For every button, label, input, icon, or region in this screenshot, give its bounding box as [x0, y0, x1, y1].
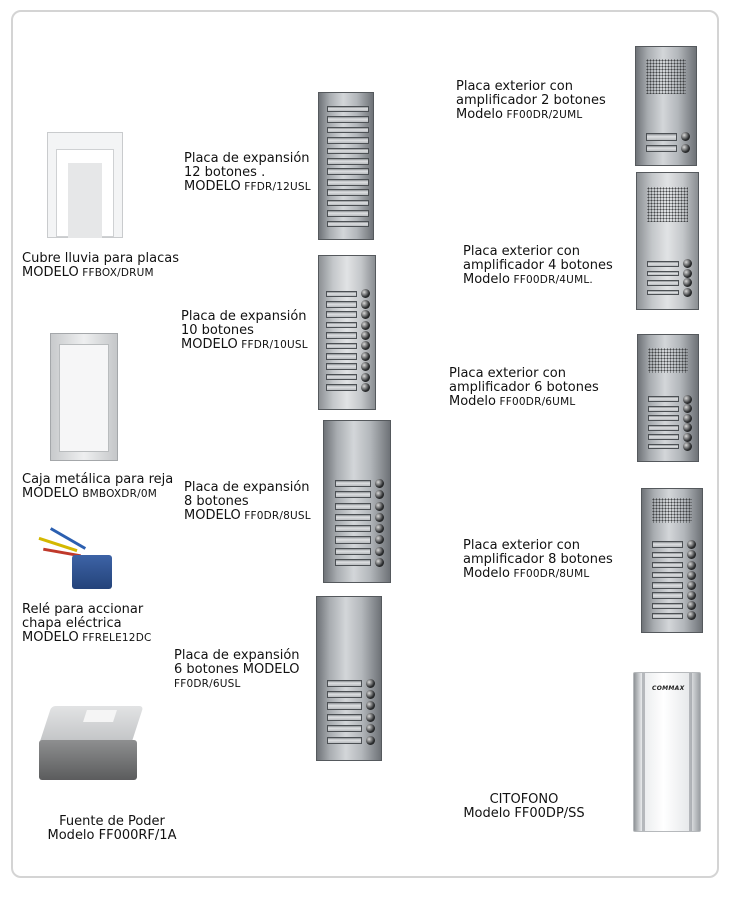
panel-button-row: [326, 362, 371, 371]
call-button: [366, 736, 375, 745]
caption-expansion-6: Placa de expansión 6 botones MODELO FF0DR/6USL: [174, 648, 300, 690]
call-button: [375, 502, 384, 511]
caption-outdoor-8: Placa exterior con amplificador 8 botones Modelo FF00DR/8UML: [463, 538, 613, 581]
name-label: [327, 168, 369, 175]
name-label: [335, 514, 371, 521]
name-label: [652, 582, 684, 588]
name-label: [335, 491, 371, 498]
panel-button-row: [652, 551, 698, 559]
panel-button-row: [648, 405, 694, 413]
panel-button-row: [327, 157, 369, 166]
call-button: [687, 581, 696, 590]
panel-button-row: [327, 188, 369, 197]
name-label: [326, 301, 357, 308]
call-button: [361, 362, 370, 371]
panel-button-row: [652, 602, 698, 610]
name-label: [326, 353, 357, 360]
caption-metal-box: Caja metálica para reja MODELO BMBOXDR/0M: [22, 472, 174, 501]
call-button: [683, 433, 692, 442]
call-button: [681, 132, 690, 141]
panel-button-row: [326, 300, 371, 309]
call-button: [681, 144, 690, 153]
call-button: [361, 310, 370, 319]
panel-button-row: [648, 443, 694, 451]
panel-button-row: [327, 178, 369, 187]
call-button: [687, 571, 696, 580]
call-button: [375, 513, 384, 522]
name-label: [327, 680, 362, 687]
panel-button-row: [652, 540, 698, 548]
panel-button-row: [335, 490, 385, 499]
name-label: [327, 137, 369, 144]
name-label: [327, 116, 369, 123]
panel-button-row: [647, 260, 693, 268]
panel-button-row: [648, 424, 694, 432]
brand-logo: COMMAX: [652, 685, 685, 692]
intercom-handset-image: [633, 672, 701, 832]
panel-button-row: [327, 136, 369, 145]
call-button: [683, 414, 692, 423]
panel-button-row: [647, 289, 693, 297]
panel-button-row: [326, 342, 371, 351]
name-label: [326, 343, 357, 350]
rain-cover-image: [47, 132, 123, 238]
name-label: [647, 290, 679, 296]
name-label: [652, 562, 684, 568]
speaker-grille: [646, 59, 687, 94]
outdoor-panel-2-image: [635, 46, 697, 166]
panel-button-row: [326, 352, 371, 361]
name-label: [327, 158, 369, 165]
call-button: [366, 724, 375, 733]
call-button: [375, 547, 384, 556]
call-button: [683, 259, 692, 268]
name-label: [326, 311, 357, 318]
call-button: [366, 690, 375, 699]
panel-button-row: [327, 126, 369, 135]
panel-button-row: [335, 524, 385, 533]
panel-button-row: [327, 209, 369, 218]
name-label: [327, 106, 369, 113]
caption-intercom: CITOFONO Modelo FF00DP/SS: [463, 792, 585, 821]
panel-button-row: [326, 321, 371, 330]
panel-button-row: [327, 701, 376, 710]
name-label: [648, 396, 680, 402]
name-label: [647, 271, 679, 277]
panel-button-row: [648, 395, 694, 403]
panel-button-row: [648, 414, 694, 422]
call-button: [361, 341, 370, 350]
expansion-panel-8-image: [323, 420, 391, 583]
name-label: [648, 406, 680, 412]
call-button: [361, 321, 370, 330]
call-button: [375, 490, 384, 499]
expansion-panel-6-image: [316, 596, 382, 761]
call-button: [687, 550, 696, 559]
call-button: [361, 352, 370, 361]
name-label: [335, 525, 371, 532]
panel-button-row: [326, 383, 371, 392]
call-button: [683, 288, 692, 297]
caption-outdoor-2: Placa exterior con amplificador 2 botones Modelo FF00DR/2UML: [456, 79, 606, 122]
name-label: [648, 434, 680, 440]
name-label: [648, 415, 680, 421]
call-button: [361, 300, 370, 309]
name-label: [648, 444, 680, 450]
panel-button-row: [335, 502, 385, 511]
name-label: [326, 363, 357, 370]
panel-button-row: [327, 105, 369, 114]
panel-button-row: [326, 331, 371, 340]
panel-button-row: [652, 612, 698, 620]
panel-button-row: [648, 433, 694, 441]
outdoor-panel-8-image: [641, 488, 703, 633]
call-button: [683, 395, 692, 404]
name-label: [327, 737, 362, 744]
panel-button-row: [327, 220, 369, 229]
outdoor-panel-4-image: [636, 172, 699, 310]
name-label: [335, 503, 371, 510]
name-label: [327, 702, 362, 709]
call-button: [683, 442, 692, 451]
call-button: [683, 278, 692, 287]
call-button: [687, 540, 696, 549]
call-button: [375, 524, 384, 533]
name-label: [648, 425, 680, 431]
name-label: [327, 691, 362, 698]
caption-outdoor-4: Placa exterior con amplificador 4 botones Modelo FF00DR/4UML.: [463, 244, 613, 287]
call-button: [375, 479, 384, 488]
name-label: [327, 189, 369, 196]
panel-button-row: [335, 547, 385, 556]
call-button: [366, 679, 375, 688]
call-button: [687, 591, 696, 600]
caption-expansion-10: Placa de expansión 10 botones MODELO FFDR/10USL: [181, 309, 308, 352]
call-button: [687, 561, 696, 570]
name-label: [335, 548, 371, 555]
caption-rain-cover: Cubre lluvia para placas MODELO FFBOX/DRUM: [22, 251, 180, 280]
caption-power-supply: Fuente de Poder Modelo FF000RF/1A: [47, 814, 177, 843]
name-label: [335, 480, 371, 487]
name-label: [652, 572, 684, 578]
name-label: [327, 714, 362, 721]
panel-button-row: [327, 724, 376, 733]
power-supply-image: [35, 700, 145, 790]
speaker-grille: [647, 187, 689, 222]
expansion-panel-12-image: [318, 92, 374, 240]
name-label: [326, 384, 357, 391]
name-label: [326, 322, 357, 329]
call-button: [683, 269, 692, 278]
call-button: [366, 701, 375, 710]
call-button: [361, 331, 370, 340]
name-label: [327, 725, 362, 732]
call-button: [361, 383, 370, 392]
panel-button-row: [652, 591, 698, 599]
name-label: [335, 559, 371, 566]
name-label: [646, 133, 678, 141]
call-button: [683, 423, 692, 432]
panel-button-row: [327, 115, 369, 124]
call-button: [687, 611, 696, 620]
call-button: [361, 373, 370, 382]
speaker-grille: [648, 348, 689, 373]
panel-button-row: [647, 279, 693, 287]
relay-image: [38, 525, 124, 600]
panel-button-row: [652, 561, 698, 569]
panel-button-row: [327, 167, 369, 176]
name-label: [652, 541, 684, 547]
name-label: [327, 221, 369, 228]
expansion-panel-10-image: [318, 255, 376, 410]
panel-button-row: [335, 513, 385, 522]
caption-expansion-12: Placa de expansión 12 botones . MODELO FFDR/12USL: [184, 151, 311, 194]
panel-button-row: [326, 290, 371, 299]
name-label: [647, 261, 679, 267]
panel-button-row: [647, 270, 693, 278]
call-button: [687, 601, 696, 610]
speaker-grille: [652, 498, 693, 524]
call-button: [375, 535, 384, 544]
name-label: [327, 200, 369, 207]
name-label: [335, 536, 371, 543]
name-label: [652, 592, 684, 598]
name-label: [326, 374, 357, 381]
name-label: [327, 210, 369, 217]
name-label: [327, 148, 369, 155]
caption-expansion-8: Placa de expansión 8 botones MODELO FF0DR/8USL: [184, 480, 311, 523]
name-label: [652, 603, 684, 609]
call-button: [361, 289, 370, 298]
name-label: [326, 291, 357, 298]
panel-button-row: [335, 535, 385, 544]
panel-button-row: [327, 147, 369, 156]
caption-relay: Relé para accionar chapa eléctrica MODELO FFRELE12DC: [22, 602, 152, 645]
panel-button-row: [327, 736, 376, 745]
panel-button-row: [327, 713, 376, 722]
name-label: [646, 145, 678, 153]
name-label: [326, 332, 357, 339]
panel-button-row: [327, 690, 376, 699]
panel-button-row: [326, 310, 371, 319]
caption-outdoor-6: Placa exterior con amplificador 6 botones Modelo FF00DR/6UML: [449, 366, 599, 409]
name-label: [652, 552, 684, 558]
call-button: [375, 558, 384, 567]
name-label: [327, 127, 369, 134]
name-label: [652, 613, 684, 619]
panel-button-row: [327, 679, 376, 688]
call-button: [683, 404, 692, 413]
panel-button-row: [335, 479, 385, 488]
name-label: [647, 280, 679, 286]
name-label: [327, 179, 369, 186]
panel-button-row: [652, 581, 698, 589]
outdoor-panel-6-image: [637, 334, 699, 462]
panel-button-row: [326, 373, 371, 382]
panel-button-row: [646, 132, 692, 142]
panel-button-row: [646, 144, 692, 154]
metal-box-image: [50, 333, 118, 461]
call-button: [366, 713, 375, 722]
panel-button-row: [335, 558, 385, 567]
panel-button-row: [652, 571, 698, 579]
panel-button-row: [327, 199, 369, 208]
